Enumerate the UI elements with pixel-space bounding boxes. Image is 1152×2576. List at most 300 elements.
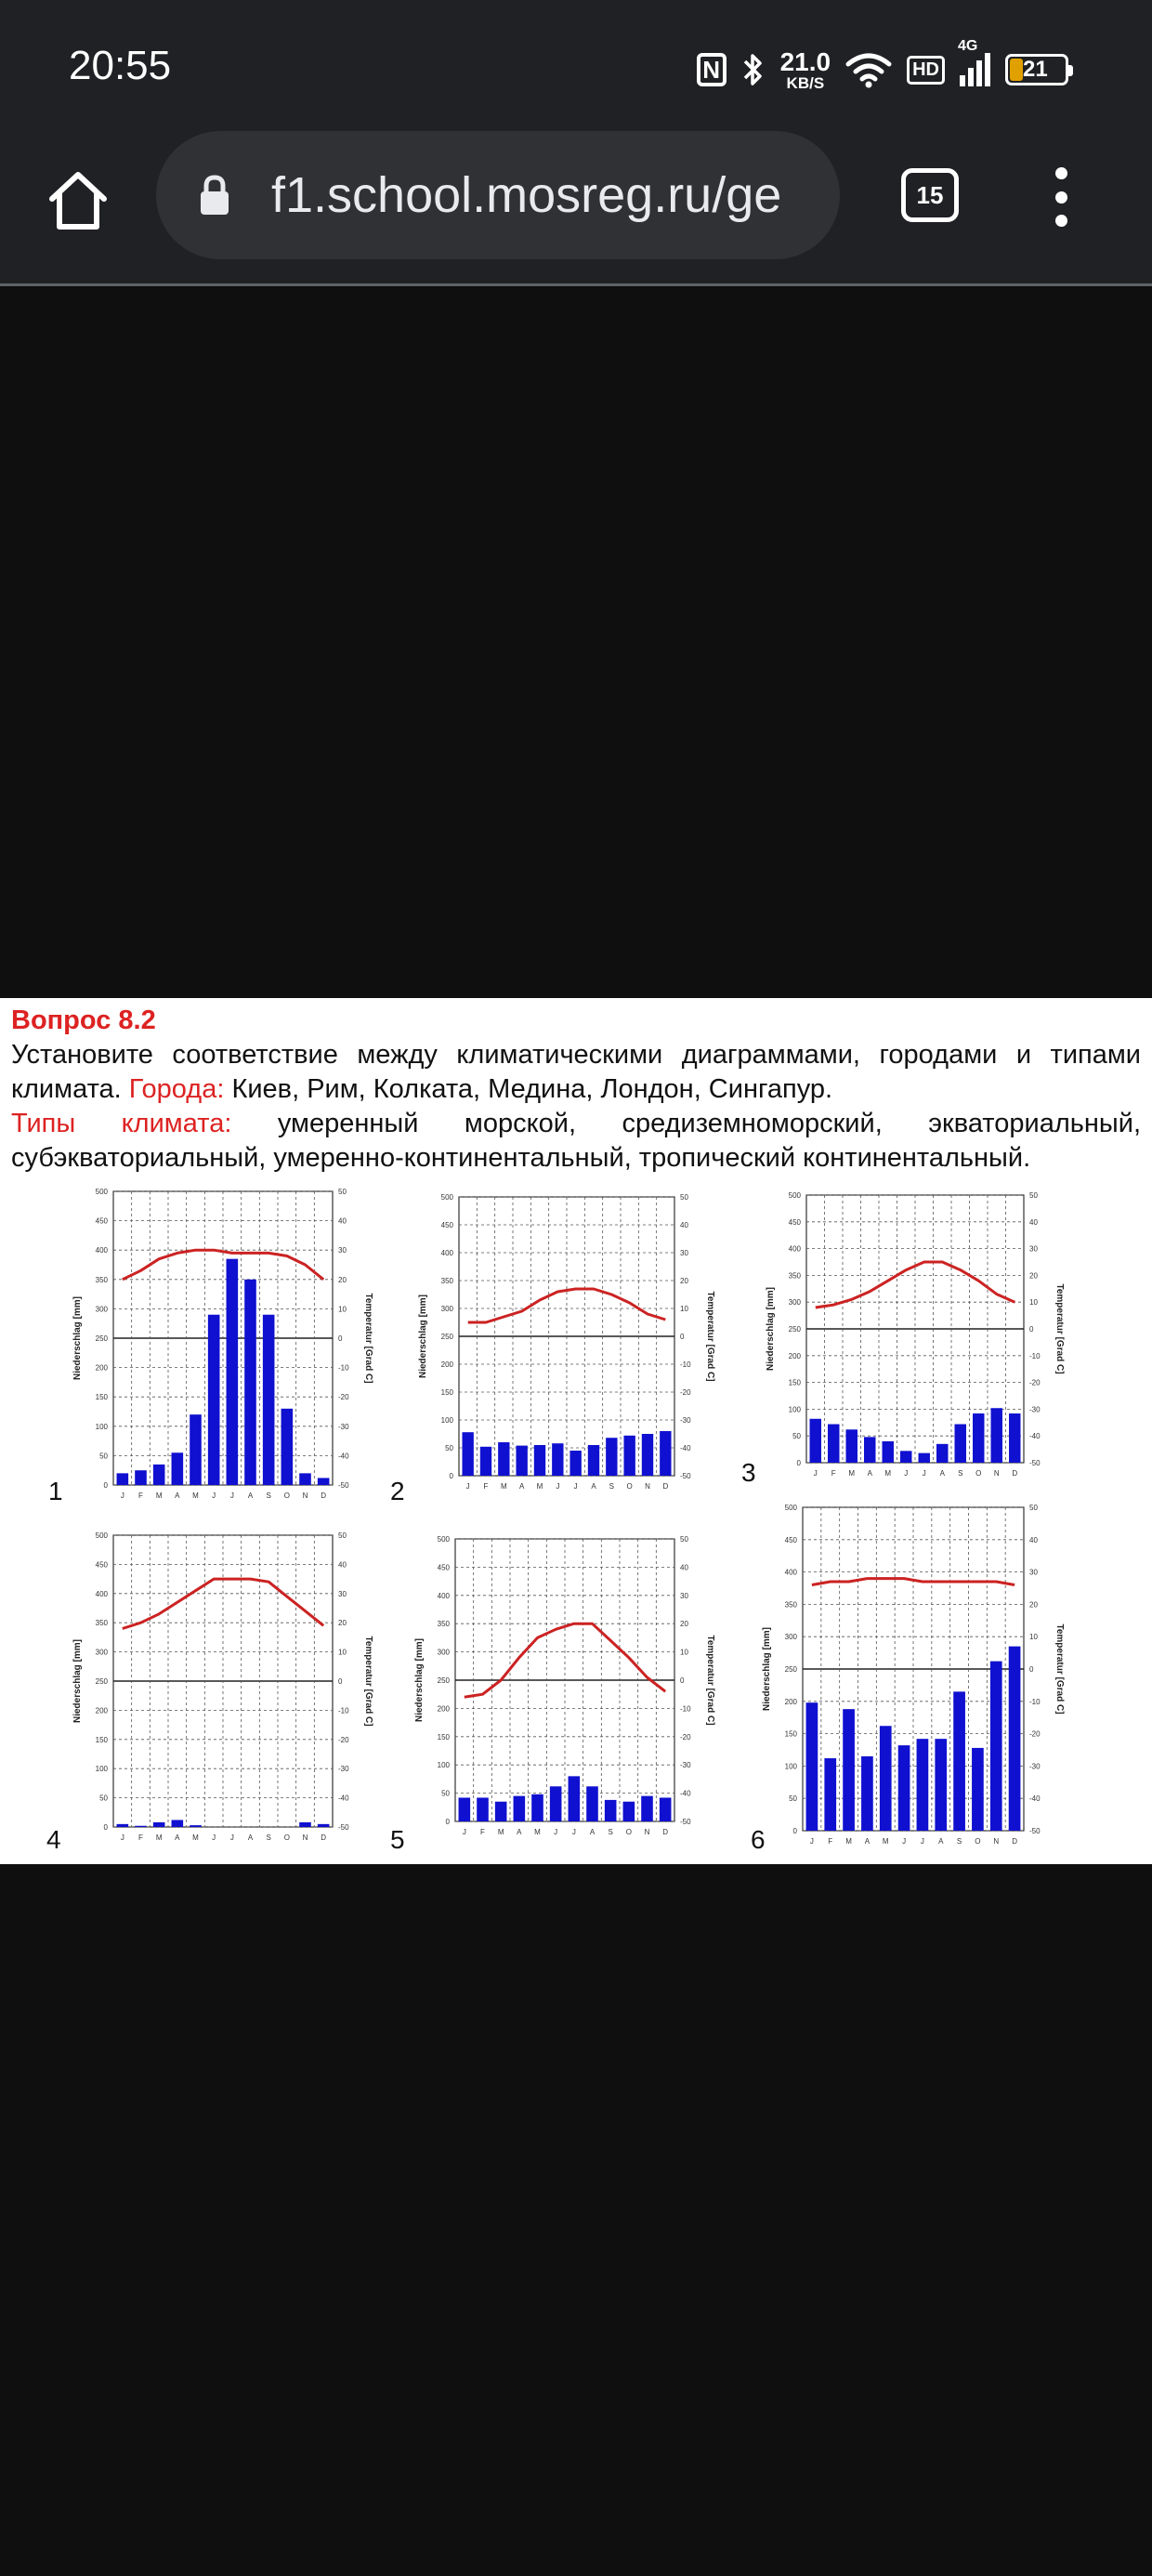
y-tick-label: 350	[95, 1619, 108, 1628]
y2-tick-label: -40	[1029, 1794, 1041, 1804]
precipitation-bar	[117, 1473, 129, 1485]
y2-tick-label: 30	[1029, 1568, 1038, 1577]
y-tick-label: 500	[95, 1531, 108, 1540]
y2-tick-label: -10	[338, 1706, 349, 1715]
y2-tick-label: -50	[680, 1472, 691, 1480]
y-tick-label: 500	[437, 1535, 450, 1544]
precipitation-bar	[477, 1797, 489, 1821]
precipitation-bar	[208, 1315, 220, 1485]
y-tick-label: 400	[788, 1244, 801, 1254]
y2-axis-label: Temperatur [Grad C]	[1054, 1283, 1065, 1374]
month-label: A	[517, 1828, 522, 1836]
home-icon[interactable]	[45, 167, 111, 234]
month-label: M	[192, 1833, 199, 1842]
climate-types-line-2: субэкваториальный, умеренно-континентальный, тропический континентальный.	[11, 1143, 1031, 1173]
precipitation-bar	[263, 1315, 275, 1485]
y2-tick-label: 20	[680, 1620, 688, 1629]
month-label: M	[845, 1837, 852, 1846]
month-label: S	[958, 1469, 963, 1478]
bluetooth-icon	[741, 51, 766, 88]
month-label: O	[975, 1469, 982, 1478]
climate-types-label: Типы климата:	[11, 1109, 232, 1138]
precipitation-bar	[936, 1444, 948, 1463]
precipitation-bar	[972, 1748, 984, 1831]
y-tick-label: 0	[103, 1481, 108, 1490]
month-label: J	[120, 1833, 124, 1842]
month-label: O	[283, 1833, 290, 1842]
status-bar	[0, 0, 1152, 130]
y2-tick-label: 0	[1029, 1325, 1034, 1334]
month-label: A	[939, 1469, 945, 1478]
climate-diagrams	[0, 998, 1152, 1854]
y-tick-label: 50	[99, 1794, 108, 1803]
month-label: N	[644, 1828, 650, 1836]
y2-tick-label: -40	[680, 1789, 691, 1798]
y2-tick-label: -20	[680, 1388, 691, 1397]
y2-tick-label: -20	[1029, 1378, 1041, 1387]
y-tick-label: 150	[784, 1729, 797, 1739]
y2-tick-label: 30	[338, 1246, 347, 1255]
climate-chart-3	[741, 1191, 1065, 1487]
y-tick-label: 300	[788, 1298, 801, 1308]
y2-tick-label: 50	[680, 1535, 688, 1544]
y2-tick-label: 40	[338, 1560, 347, 1570]
month-label: M	[882, 1837, 889, 1846]
y-tick-label: 250	[95, 1677, 108, 1686]
y-tick-label: 500	[788, 1191, 801, 1200]
precipitation-bar	[880, 1726, 892, 1831]
y2-axis-label: Temperatur [Grad C]	[705, 1291, 715, 1382]
y2-axis-label: Temperatur [Grad C]	[1054, 1623, 1065, 1715]
address-bar[interactable]	[156, 131, 840, 259]
precipitation-bar	[244, 1280, 256, 1485]
y-tick-label: 250	[95, 1334, 108, 1343]
precipitation-bar	[552, 1443, 563, 1476]
month-label: A	[589, 1828, 596, 1836]
month-label: J	[229, 1833, 234, 1842]
month-label: D	[662, 1482, 669, 1491]
month-label: J	[813, 1469, 818, 1478]
month-label: F	[828, 1837, 833, 1846]
month-label: O	[975, 1837, 981, 1846]
y-tick-label: 350	[440, 1277, 453, 1285]
precipitation-bar	[955, 1425, 966, 1463]
precipitation-bar	[190, 1825, 202, 1827]
precipitation-bar	[605, 1800, 617, 1821]
y-tick-label: 300	[437, 1648, 450, 1657]
y-tick-label: 400	[440, 1249, 453, 1257]
y2-tick-label: 20	[680, 1277, 688, 1285]
status-time: 20:55	[69, 43, 172, 88]
month-label: D	[1012, 1837, 1017, 1846]
precipitation-bar	[153, 1465, 165, 1485]
month-label: D	[662, 1828, 669, 1836]
y2-tick-label: 50	[1029, 1191, 1038, 1200]
precipitation-bar	[569, 1776, 581, 1821]
diagram-number: 2	[390, 1477, 405, 1505]
month-label: J	[920, 1837, 924, 1846]
precipitation-bar	[935, 1739, 947, 1831]
precipitation-bar	[172, 1820, 184, 1827]
month-label: J	[462, 1828, 466, 1836]
precipitation-bar	[843, 1709, 855, 1831]
climate-chart-5	[390, 1535, 715, 1854]
precipitation-bar	[953, 1691, 965, 1831]
y2-axis-label: Temperatur [Grad C]	[705, 1635, 715, 1726]
y-tick-label: 250	[437, 1676, 450, 1685]
climate-chart-6	[751, 1504, 1065, 1854]
month-label: M	[884, 1469, 892, 1478]
month-label: N	[645, 1482, 650, 1491]
y2-tick-label: -20	[1029, 1729, 1041, 1739]
precipitation-bar	[514, 1796, 526, 1821]
y2-tick-label: -20	[680, 1732, 691, 1741]
month-label: M	[534, 1828, 541, 1836]
y2-tick-label: -50	[680, 1818, 691, 1826]
y2-tick-label: -10	[338, 1363, 349, 1373]
y2-tick-label: 10	[680, 1305, 688, 1313]
month-label: J	[922, 1469, 926, 1478]
month-label: F	[831, 1469, 836, 1478]
battery-icon	[1005, 54, 1068, 85]
month-label: A	[247, 1492, 254, 1500]
month-label: M	[497, 1828, 504, 1836]
y-tick-label: 300	[440, 1305, 453, 1313]
month-label: A	[175, 1492, 180, 1500]
lock-icon[interactable]	[199, 174, 230, 217]
precipitation-bar	[642, 1434, 653, 1476]
y2-tick-label: 0	[680, 1676, 685, 1685]
month-label: A	[938, 1837, 944, 1846]
precipitation-bar	[824, 1758, 836, 1831]
y-tick-label: 0	[103, 1823, 108, 1832]
precipitation-bar	[318, 1478, 330, 1485]
y-axis-label: Niederschlag [mm]	[766, 1286, 776, 1372]
y2-axis-label: Temperatur [Grad C]	[363, 1293, 373, 1384]
y-tick-label: 50	[445, 1444, 453, 1452]
month-label: J	[554, 1828, 558, 1836]
month-label: A	[518, 1482, 525, 1491]
y-axis-label: Niederschlag [mm]	[414, 1637, 425, 1723]
y2-tick-label: 50	[338, 1531, 347, 1540]
y2-tick-label: -20	[338, 1393, 349, 1402]
y-tick-label: 0	[445, 1818, 450, 1826]
precipitation-bar	[135, 1470, 147, 1485]
climate-chart-4	[46, 1531, 373, 1854]
cities-label: Города:	[128, 1074, 225, 1104]
y-tick-label: 300	[95, 1305, 108, 1314]
month-label: N	[993, 1469, 1000, 1478]
month-label: O	[283, 1492, 290, 1500]
precipitation-bar	[531, 1794, 543, 1821]
y2-tick-label: -20	[338, 1735, 349, 1744]
precipitation-bar	[917, 1739, 929, 1831]
y2-tick-label: 20	[338, 1619, 347, 1628]
y2-tick-label: -40	[338, 1794, 349, 1803]
y-tick-label: 500	[784, 1504, 797, 1512]
month-label: D	[1012, 1469, 1018, 1478]
precipitation-bar	[660, 1431, 671, 1476]
y2-tick-label: -50	[1029, 1459, 1041, 1467]
y-tick-label: 250	[784, 1665, 797, 1674]
month-label: A	[864, 1837, 871, 1846]
y2-tick-label: -30	[680, 1416, 691, 1425]
month-label: A	[867, 1469, 872, 1478]
y2-tick-label: 40	[338, 1216, 347, 1226]
month-label: J	[120, 1492, 124, 1500]
y-tick-label: 300	[95, 1648, 108, 1657]
month-label: S	[266, 1833, 271, 1842]
precipitation-bar	[318, 1824, 330, 1827]
precipitation-bar	[806, 1702, 818, 1831]
month-label: J	[902, 1837, 907, 1846]
month-label: M	[155, 1492, 163, 1500]
y-tick-label: 100	[95, 1422, 108, 1431]
y2-tick-label: 50	[680, 1193, 688, 1202]
month-label: M	[500, 1482, 507, 1491]
y2-axis-label: Temperatur [Grad C]	[363, 1636, 373, 1727]
y2-tick-label: 20	[1029, 1271, 1038, 1281]
precipitation-bar	[299, 1473, 311, 1485]
y2-tick-label: 10	[338, 1648, 347, 1657]
month-label: J	[904, 1469, 909, 1478]
y-tick-label: 150	[437, 1732, 450, 1741]
precipitation-bar	[660, 1797, 672, 1821]
y-tick-label: 200	[95, 1363, 108, 1373]
y2-tick-label: -40	[1029, 1432, 1041, 1441]
y-tick-label: 0	[449, 1472, 453, 1480]
nfc-icon: N	[697, 53, 727, 86]
y2-tick-label: -10	[680, 1360, 691, 1369]
diagram-number: 1	[48, 1477, 63, 1505]
precipitation-bar	[1009, 1647, 1021, 1831]
y-tick-label: 450	[95, 1216, 108, 1226]
y-tick-label: 450	[440, 1221, 453, 1229]
y2-tick-label: -50	[338, 1481, 349, 1490]
y-tick-label: 50	[789, 1794, 797, 1804]
tab-switcher-button[interactable]: 15	[901, 168, 959, 222]
precipitation-bar	[846, 1429, 857, 1463]
month-label: O	[626, 1482, 633, 1491]
y2-tick-label: 10	[1029, 1298, 1038, 1308]
y2-tick-label: 0	[1029, 1665, 1034, 1674]
y-tick-label: 100	[95, 1765, 108, 1774]
battery-level: 21	[1023, 57, 1048, 82]
y-axis-label: Niederschlag [mm]	[418, 1294, 428, 1379]
y-tick-label: 100	[437, 1761, 450, 1770]
y2-tick-label: -30	[1029, 1762, 1041, 1771]
month-label: S	[609, 1482, 615, 1491]
precipitation-bar	[516, 1446, 527, 1476]
precipitation-bar	[991, 1408, 1002, 1463]
y2-tick-label: 0	[680, 1333, 685, 1341]
y-tick-label: 400	[784, 1568, 797, 1577]
y2-tick-label: -10	[680, 1704, 691, 1714]
month-label: J	[573, 1482, 578, 1491]
y2-tick-label: 0	[338, 1677, 343, 1686]
y-tick-label: 150	[95, 1735, 108, 1744]
precipitation-bar	[534, 1445, 545, 1476]
y-tick-label: 500	[95, 1188, 108, 1196]
y2-tick-label: 30	[680, 1249, 688, 1257]
precipitation-bar	[117, 1824, 129, 1827]
y2-tick-label: 30	[680, 1591, 688, 1600]
net-speed-unit: KB/S	[786, 73, 825, 92]
month-label: A	[175, 1833, 180, 1842]
net-speed	[779, 46, 831, 92]
question-title: Вопрос 8.2	[11, 1005, 156, 1035]
y-tick-label: 400	[95, 1246, 108, 1255]
y-axis-label: Niederschlag [mm]	[762, 1626, 772, 1712]
precipitation-bar	[641, 1796, 653, 1821]
y-tick-label: 250	[788, 1325, 801, 1334]
y2-tick-label: 10	[1029, 1633, 1038, 1642]
precipitation-bar	[623, 1802, 635, 1821]
y-tick-label: 500	[440, 1193, 453, 1202]
y-tick-label: 50	[99, 1452, 108, 1461]
precipitation-bar	[973, 1413, 984, 1463]
month-label: J	[571, 1828, 576, 1836]
precipitation-bar	[864, 1437, 875, 1463]
y-tick-label: 150	[95, 1393, 108, 1402]
url-text[interactable]: f1.school.mosreg.ru/ge	[271, 167, 782, 223]
y-tick-label: 50	[441, 1789, 450, 1798]
y-tick-label: 200	[95, 1706, 108, 1715]
y-tick-label: 400	[437, 1591, 450, 1600]
precipitation-bar	[480, 1447, 491, 1476]
y2-tick-label: 20	[1029, 1600, 1038, 1610]
month-label: J	[212, 1833, 216, 1842]
y2-tick-label: -40	[680, 1444, 691, 1452]
y-tick-label: 200	[788, 1351, 801, 1360]
y-tick-label: 450	[437, 1563, 450, 1572]
month-label: F	[480, 1828, 485, 1836]
month-label: M	[536, 1482, 543, 1491]
y-tick-label: 300	[784, 1633, 797, 1642]
y2-tick-label: 40	[680, 1221, 688, 1229]
month-label: D	[321, 1833, 327, 1842]
precipitation-bar	[569, 1451, 581, 1476]
y2-tick-label: -50	[338, 1823, 349, 1832]
month-label: O	[625, 1828, 632, 1836]
precipitation-bar	[900, 1451, 911, 1463]
precipitation-bar	[281, 1409, 294, 1485]
month-label: N	[302, 1492, 308, 1500]
precipitation-bar	[828, 1425, 839, 1463]
y-tick-label: 50	[792, 1432, 801, 1441]
y2-tick-label: -40	[338, 1452, 349, 1461]
climate-chart-1	[48, 1188, 373, 1505]
y-tick-label: 450	[95, 1560, 108, 1570]
y-tick-label: 450	[788, 1217, 801, 1227]
precipitation-bar	[550, 1786, 562, 1821]
precipitation-bar	[227, 1259, 239, 1485]
y-tick-label: 150	[440, 1388, 453, 1397]
y2-tick-label: -30	[338, 1765, 349, 1774]
diagram-number: 6	[751, 1825, 766, 1854]
month-label: S	[956, 1837, 962, 1846]
battery-fill	[1010, 59, 1023, 81]
y-tick-label: 100	[784, 1762, 797, 1771]
status-icons	[697, 38, 1068, 95]
y2-tick-label: -30	[338, 1422, 349, 1431]
hd-voice-icon: HD	[907, 56, 945, 85]
month-label: J	[465, 1482, 470, 1491]
wifi-icon	[845, 51, 892, 88]
browser-toolbar	[0, 130, 1152, 286]
overflow-menu-icon[interactable]	[1050, 167, 1072, 227]
y-tick-label: 200	[784, 1697, 797, 1706]
y2-tick-label: 40	[1029, 1217, 1038, 1227]
y-axis-label: Niederschlag [mm]	[72, 1295, 83, 1381]
y2-tick-label: 30	[1029, 1244, 1038, 1254]
month-label: M	[155, 1833, 163, 1842]
question-line-1: Установите соответствие между климатическими диаграммами, городами и типами	[11, 1040, 1141, 1070]
y2-tick-label: 50	[1029, 1504, 1038, 1512]
y2-tick-label: 30	[338, 1589, 347, 1598]
precipitation-bar	[586, 1786, 598, 1821]
month-label: A	[591, 1482, 596, 1491]
y-axis-label: Niederschlag [mm]	[72, 1638, 83, 1724]
precipitation-bar	[1009, 1413, 1020, 1463]
month-label: J	[556, 1482, 560, 1491]
precipitation-bar	[606, 1438, 617, 1476]
month-label: J	[212, 1492, 216, 1500]
y2-tick-label: 40	[1029, 1535, 1038, 1544]
precipitation-bar	[459, 1797, 471, 1821]
month-label: D	[321, 1492, 327, 1500]
precipitation-bar	[990, 1662, 1002, 1831]
y-tick-label: 100	[788, 1405, 801, 1414]
precipitation-bar	[135, 1826, 147, 1827]
month-label: J	[809, 1837, 814, 1846]
y-tick-label: 450	[784, 1535, 797, 1544]
y-tick-label: 350	[788, 1271, 801, 1281]
y2-tick-label: 50	[338, 1188, 347, 1196]
month-label: A	[247, 1833, 254, 1842]
month-label: N	[302, 1833, 308, 1842]
month-label: M	[192, 1492, 199, 1500]
y2-tick-label: -10	[1029, 1351, 1041, 1360]
precipitation-bar	[495, 1802, 507, 1821]
y-tick-label: 200	[440, 1360, 453, 1369]
precipitation-bar	[898, 1745, 910, 1831]
diagram-number: 4	[46, 1825, 61, 1854]
precipitation-bar	[588, 1445, 599, 1476]
y-tick-label: 400	[95, 1589, 108, 1598]
month-label: M	[848, 1469, 856, 1478]
month-label: F	[138, 1492, 143, 1500]
precipitation-bar	[172, 1452, 184, 1485]
precipitation-bar	[810, 1419, 821, 1463]
y2-tick-label: -30	[680, 1761, 691, 1770]
y-tick-label: 150	[788, 1378, 801, 1387]
y2-tick-label: 0	[338, 1334, 343, 1343]
cell-signal-icon	[958, 38, 990, 86]
y-tick-label: 350	[95, 1275, 108, 1284]
question-line-2-prefix: климата.	[11, 1074, 129, 1104]
precipitation-bar	[883, 1441, 894, 1463]
y2-tick-label: -50	[1029, 1827, 1041, 1835]
climate-chart-2	[390, 1193, 715, 1505]
y2-tick-label: -30	[1029, 1405, 1041, 1414]
month-label: F	[483, 1482, 489, 1491]
precipitation-bar	[153, 1822, 165, 1827]
y-tick-label: 350	[437, 1620, 450, 1629]
month-label: J	[229, 1492, 234, 1500]
y2-tick-label: 10	[338, 1305, 347, 1314]
signal-type-label: 4G	[958, 38, 978, 54]
